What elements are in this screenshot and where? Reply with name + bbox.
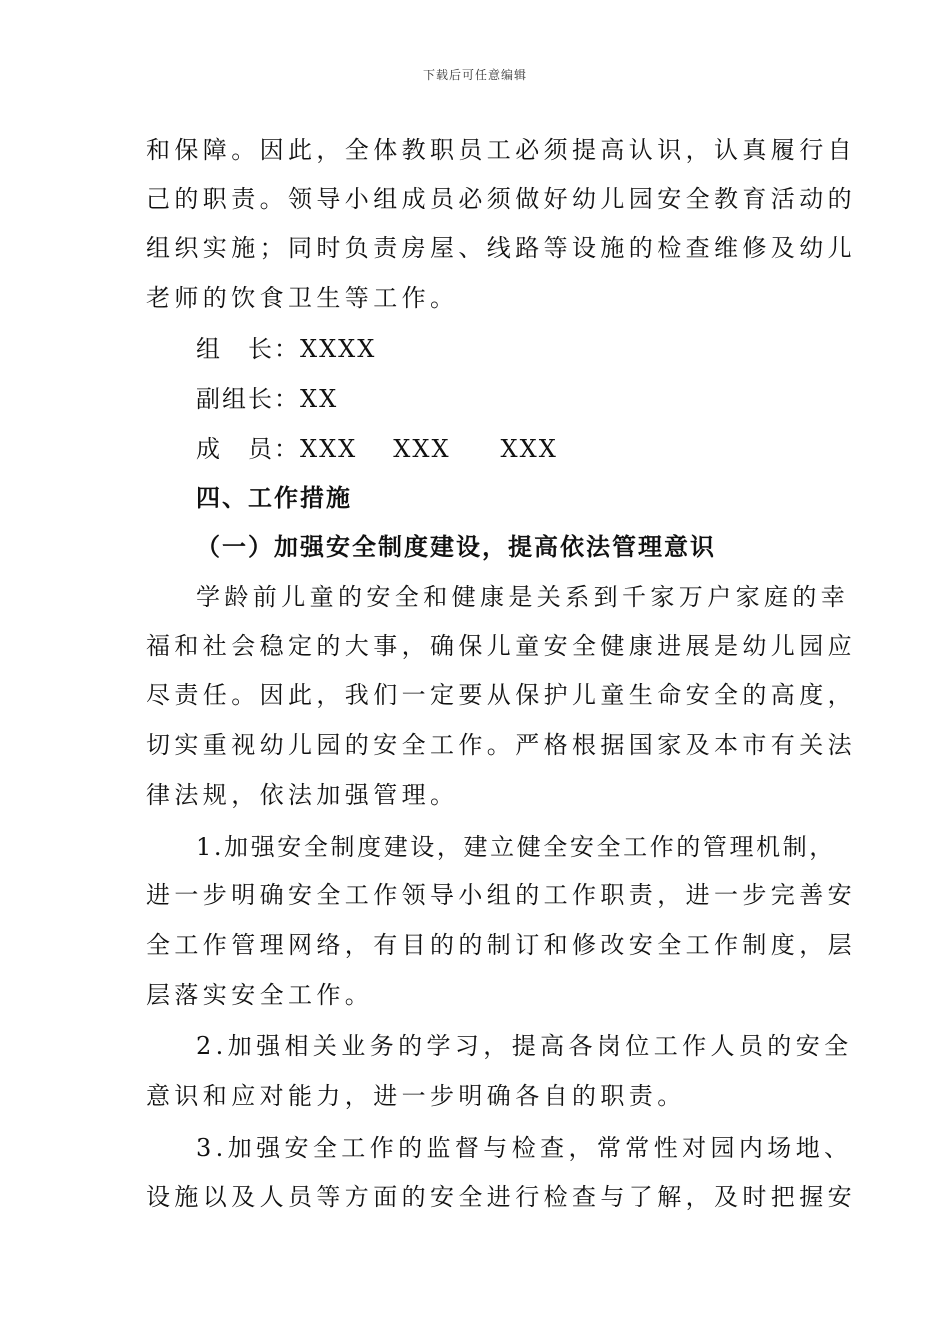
- paragraph-line: 学龄前儿童的安全和健康是关系到千家万户家庭的幸: [196, 583, 850, 611]
- paragraph-line: 切实重视幼儿园的安全工作。严格根据国家及本市有关法: [146, 731, 856, 759]
- team-member-2: XXX: [393, 435, 451, 463]
- page-header-note: 下载后可任意编辑: [422, 68, 527, 82]
- paragraph-line: 福和社会稳定的大事，确保儿童安全健康进展是幼儿园应: [146, 632, 856, 660]
- team-members-line: [196, 431, 876, 467]
- section-heading: 四、工作措施: [196, 484, 352, 512]
- team-member-3: XXX: [500, 435, 558, 463]
- paragraph-line: 老师的饮食卫生等工作。: [146, 284, 459, 312]
- list-item-line: 1.加强安全制度建设，建立健全安全工作的管理机制，: [196, 833, 836, 861]
- paragraph-line: 组织实施；同时负责房屋、线路等设施的检查维修及幼儿: [146, 234, 856, 262]
- list-item-line: 2.加强相关业务的学习，提高各岗位工作人员的安全: [196, 1032, 853, 1060]
- list-item-line: 层落实安全工作。: [146, 981, 374, 1009]
- paragraph-line: 和保障。因此，全体教职员工必须提高认识，认真履行自: [146, 136, 856, 164]
- team-members-label: 成 员：XXX: [196, 435, 358, 463]
- list-item-line: 进一步明确安全工作领导小组的工作职责，进一步完善安: [146, 881, 856, 909]
- paragraph-line: 律法规，依法加强管理。: [146, 781, 459, 809]
- team-leader-line: 组 长：XXXX: [196, 335, 377, 363]
- team-deputy-line: 副组长：XX: [196, 385, 339, 413]
- list-item-line: 全工作管理网络，有目的的制订和修改安全工作制度，层: [146, 931, 856, 959]
- paragraph-line: 尽责任。因此，我们一定要从保护儿童生命安全的高度，: [146, 681, 856, 709]
- list-item-line: 意识和应对能力，进一步明确各自的职责。: [146, 1082, 686, 1110]
- list-item-line: 3.加强安全工作的监督与检查，常常性对园内场地、: [196, 1134, 853, 1162]
- paragraph-line: 己的职责。领导小组成员必须做好幼儿园安全教育活动的: [146, 185, 856, 213]
- list-item-line: 设施以及人员等方面的安全进行检查与了解，及时把握安: [146, 1183, 856, 1211]
- subsection-heading: （一）加强安全制度建设，提高依法管理意识: [196, 533, 716, 561]
